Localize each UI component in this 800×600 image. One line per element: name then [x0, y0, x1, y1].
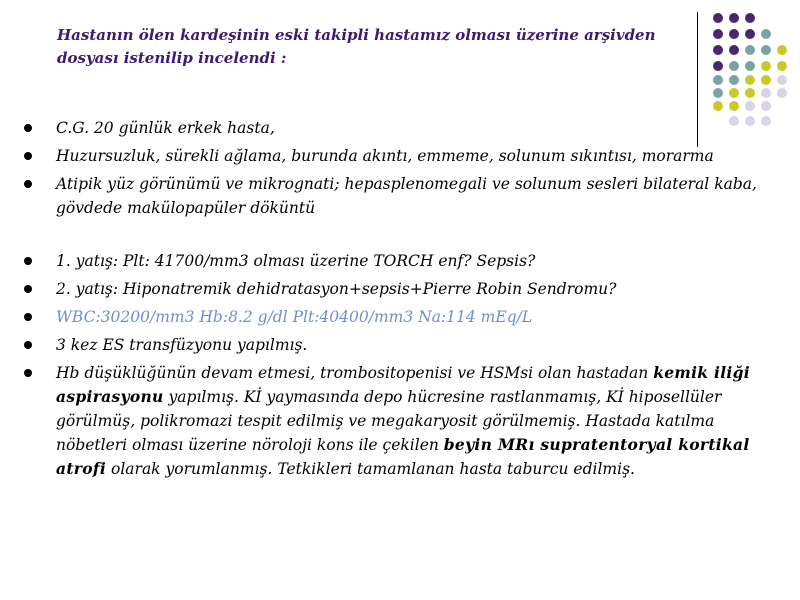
decorative-dot: [729, 101, 739, 111]
decorative-dot: [761, 101, 771, 111]
bullet-text: Huzursuzluk, sürekli ağlama, burunda akıntı, emmeme, solunum sıkıntısı, morarma: [56, 147, 714, 165]
bullet-icon: [24, 285, 32, 293]
list-item: [20, 361, 780, 481]
decorative-dot: [729, 61, 739, 71]
decorative-dot: [713, 45, 723, 55]
decorative-dot: [713, 61, 723, 71]
bullet-text: C.G. 20 günlük erkek hasta,: [56, 119, 275, 137]
decorative-dot: [729, 13, 739, 23]
decorative-dot: [729, 45, 739, 55]
list-item: [20, 172, 780, 220]
decorative-dot: [745, 101, 755, 111]
list-item: [20, 249, 780, 273]
list-item: [20, 277, 780, 301]
bullet-icon: [24, 313, 32, 321]
bullet-icon: [24, 341, 32, 349]
list-item: [20, 333, 780, 357]
decorative-dot: [729, 29, 739, 39]
bullet-icon: [24, 257, 32, 265]
decorative-dot: [745, 88, 755, 98]
bullet-text: 2. yatış: Hiponatremik dehidratasyon+sepsis+Pierre Robin Sendromu?: [56, 280, 617, 298]
emphasis-text: beyin MRı supratentoryal kortikal atrofi: [56, 435, 750, 478]
slide-title: Hastanın ölen kardeşinin eski takipli hastamız olması üzerine arşivden dosyası istenilip incelendi :: [57, 26, 656, 67]
lab-values-text: WBC:30200/mm3 Hb:8.2 g/dl Plt:40400/mm3 Na:114 mEq/L: [56, 308, 533, 326]
decorative-dot: [777, 45, 787, 55]
decorative-dot: [729, 75, 739, 85]
decorative-dot: [761, 75, 771, 85]
decorative-dot: [761, 88, 771, 98]
emphasis-text: kemik iliği aspirasyonu: [56, 363, 750, 406]
decorative-dot: [745, 29, 755, 39]
decorative-dot: [777, 88, 787, 98]
decorative-dot: [713, 13, 723, 23]
decorative-dot: [745, 45, 755, 55]
bullet-icon: [24, 369, 32, 377]
bullet-icon: [24, 124, 32, 132]
decorative-dot: [713, 29, 723, 39]
decorative-dot: [713, 101, 723, 111]
decorative-dot: [745, 75, 755, 85]
decorative-dot: [745, 61, 755, 71]
decorative-dot: [777, 61, 787, 71]
decorative-dot: [713, 88, 723, 98]
bullet-text: 1. yatış: Plt: 41700/mm3 olması üzerine TORCH enf? Sepsis?: [56, 252, 536, 270]
decorative-dot: [729, 88, 739, 98]
decorative-dot: [777, 75, 787, 85]
decorative-dot: [745, 13, 755, 23]
decorative-dot: [761, 45, 771, 55]
bullet-icon: [24, 152, 32, 160]
bullet-icon: [24, 180, 32, 188]
decorative-dot: [761, 29, 771, 39]
bullet-text-part: olarak yorumlanmış. Tetkikleri tamamlanan hasta taburcu edilmiş.: [106, 460, 635, 478]
list-item: [20, 144, 780, 168]
bullet-text: Atipik yüz görünümü ve mikrognati; hepasplenomegali ve solunum sesleri bilateral kaba, gövdede makülopapüler döküntü: [56, 175, 757, 217]
decorative-dot: [761, 61, 771, 71]
decorative-dot: [713, 75, 723, 85]
bullet-text-part: Hb düşüklüğünün devam etmesi, trombositopenisi ve HSMsi olan hastadan: [56, 364, 654, 382]
bullet-list: [20, 116, 780, 485]
bullet-text-part: yapılmış. Kİ yaymasında depo hücresine rastlanmamış, Kİ hiposellüler görülmüş, polikromazi tespit edilmiş ve megakaryosit görülmemiş. Hastada katılma nöbetleri olması üzerine nöroloji kons ile çekilen: [56, 388, 722, 454]
bullet-text: 3 kez ES transfüzyonu yapılmış.: [56, 336, 308, 354]
list-item: [20, 305, 780, 329]
list-item: [20, 116, 780, 140]
